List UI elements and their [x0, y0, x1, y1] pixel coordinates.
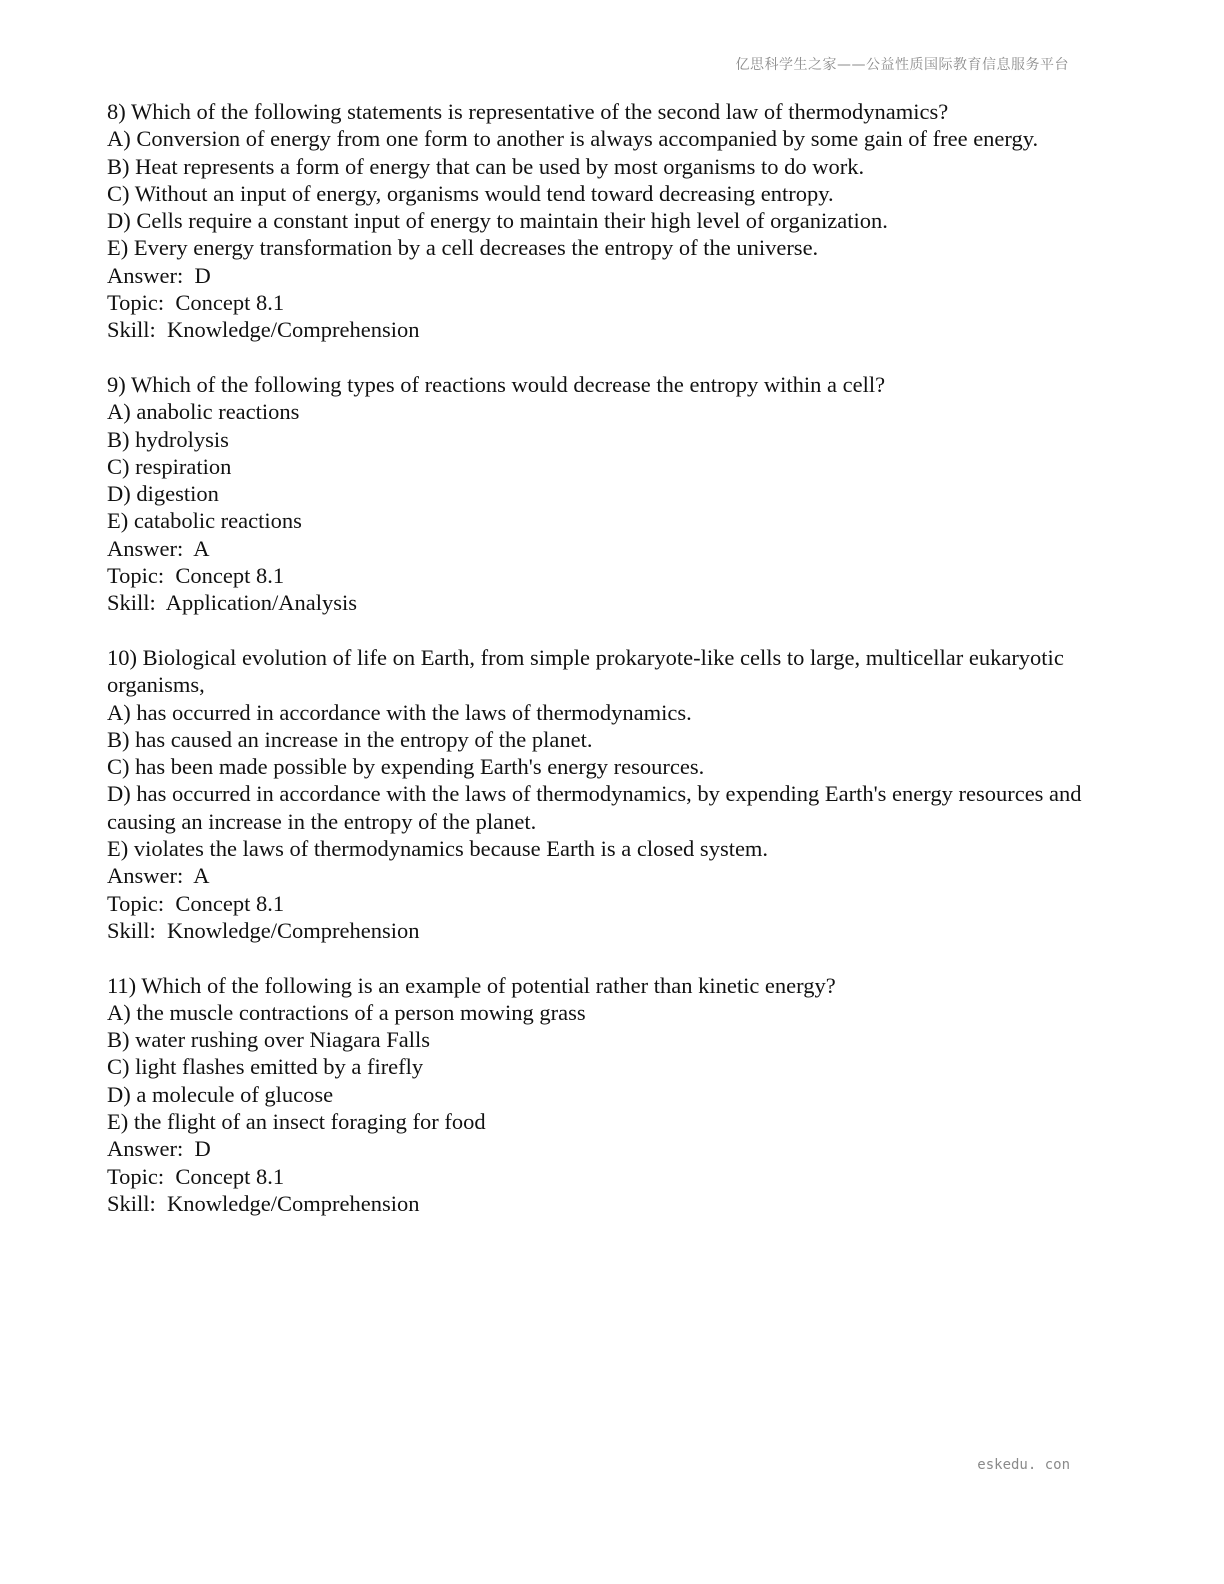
question-block — [107, 98, 1107, 344]
question-stem: 10) Biological evolution of life on Earth, from simple prokaryote-like cells to large, multicellar eukaryotic organisms, — [107, 644, 1070, 698]
skill-label: Skill: Application/Analysis — [107, 590, 358, 616]
answer-option: C) respiration — [107, 453, 232, 479]
question-stem: 9) Which of the following types of reactions would decrease the entropy within a cell? — [107, 371, 886, 397]
answer-option: A) Conversion of energy from one form to another is always accompanied by some gain of free energy. — [107, 126, 1039, 152]
answer-option: B) Heat represents a form of energy that can be used by most organisms to do work. — [107, 153, 865, 179]
answer-option: D) a molecule of glucose — [107, 1081, 334, 1107]
answer-option: D) Cells require a constant input of energy to maintain their high level of organization. — [107, 208, 888, 234]
answer-option: E) violates the laws of thermodynamics because Earth is a closed system. — [107, 836, 769, 862]
answer-option: C) Without an input of energy, organisms would tend toward decreasing entropy. — [107, 180, 834, 206]
question-block — [107, 972, 1107, 1218]
answer-option: A) the muscle contractions of a person mowing grass — [107, 999, 586, 1025]
answer-option: C) light flashes emitted by a firefly — [107, 1054, 424, 1080]
answer-key: Answer: D — [107, 1136, 211, 1162]
header-site-note: 亿思科学生之家——公益性质国际教育信息服务平台 — [735, 57, 1069, 73]
skill-label: Skill: Knowledge/Comprehension — [107, 917, 420, 943]
answer-option: D) has occurred in accordance with the laws of thermodynamics, by expending Earth's energy resources and causing an increase in the entropy of the planet. — [107, 781, 1088, 834]
footer-site-url: eskedu. con — [977, 1457, 1070, 1473]
answer-option: B) water rushing over Niagara Falls — [107, 1027, 431, 1053]
topic-label: Topic: Concept 8.1 — [107, 290, 285, 316]
answer-key: Answer: A — [107, 535, 210, 561]
answer-option: E) the flight of an insect foraging for food — [107, 1108, 486, 1134]
answer-option: E) catabolic reactions — [107, 508, 302, 534]
answer-key: Answer: A — [107, 863, 210, 889]
question-block — [107, 644, 1107, 944]
topic-label: Topic: Concept 8.1 — [107, 1163, 285, 1189]
answer-option: B) has caused an increase in the entropy of the planet. — [107, 726, 593, 752]
topic-label: Topic: Concept 8.1 — [107, 563, 285, 589]
question-block — [107, 371, 1107, 617]
answer-option: A) anabolic reactions — [107, 399, 300, 425]
skill-label: Skill: Knowledge/Comprehension — [107, 317, 420, 343]
question-stem: 8) Which of the following statements is representative of the second law of thermodynamics? — [107, 99, 949, 124]
answer-option: B) hydrolysis — [107, 426, 229, 452]
answer-option: C) has been made possible by expending Earth's energy resources. — [107, 754, 705, 780]
question-stem: 11) Which of the following is an example of potential rather than kinetic energy? — [107, 972, 836, 998]
skill-label: Skill: Knowledge/Comprehension — [107, 1190, 420, 1216]
answer-option: A) has occurred in accordance with the laws of thermodynamics. — [107, 699, 692, 725]
answer-key: Answer: D — [107, 262, 211, 288]
answer-option: D) digestion — [107, 481, 219, 507]
answer-option: E) Every energy transformation by a cell decreases the entropy of the universe. — [107, 235, 819, 261]
topic-label: Topic: Concept 8.1 — [107, 890, 285, 916]
question-list — [107, 98, 1107, 1244]
